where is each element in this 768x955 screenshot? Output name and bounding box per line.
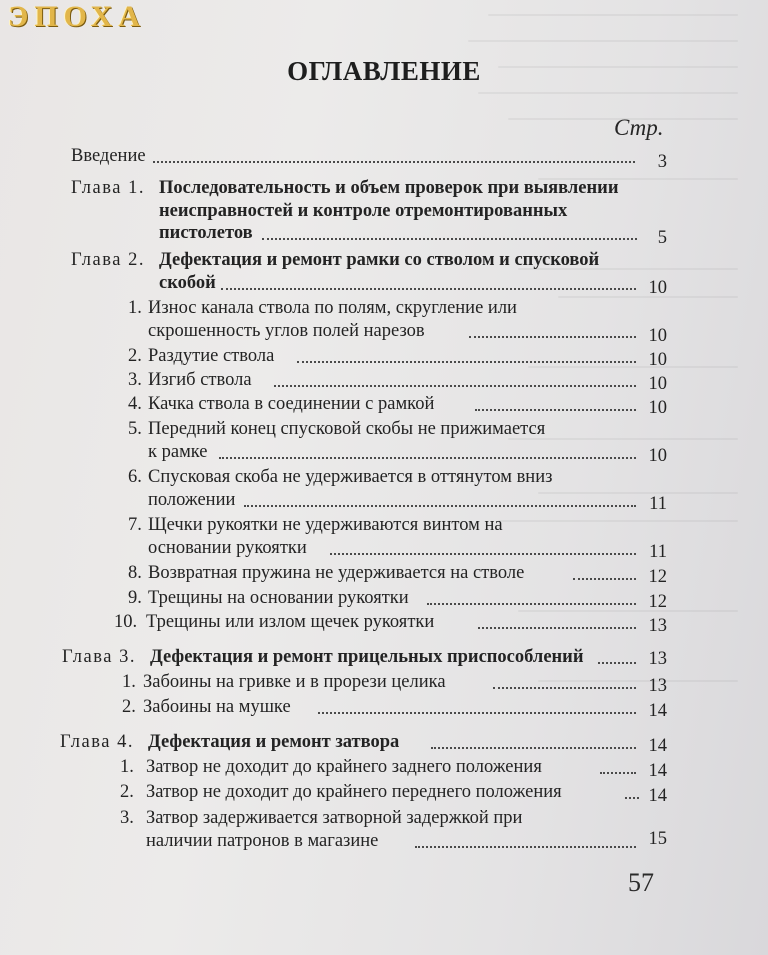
leader-dots (221, 288, 636, 290)
toc-item-number: 2. (128, 346, 142, 366)
chapter2-prefix: Глава 2. (71, 250, 145, 270)
chapter1-title-line3: пистолетов (159, 223, 253, 243)
toc-item-line1: Качка ствола в соединении с рамкой (148, 394, 435, 414)
toc-item-line2: наличии патронов в магазине (146, 831, 379, 851)
leader-dots (219, 457, 636, 459)
toc-item-line1: Спусковая скоба не удерживается в оттянутом вниз (148, 467, 553, 487)
chapter4-page: 14 (648, 736, 667, 756)
toc-item-page: 10 (648, 446, 667, 466)
toc-item-number: 1. (128, 298, 142, 318)
toc-item-number: 5. (128, 419, 142, 439)
toc-item-number: 1. (122, 672, 136, 692)
toc-item-line1: Раздутие ствола (148, 346, 275, 366)
chapter2-page: 10 (648, 278, 667, 298)
toc-item-page: 12 (648, 567, 667, 587)
chapter1-title-line2: неисправностей и контроле отремонтированных (159, 201, 568, 221)
toc-item-page: 10 (648, 398, 667, 418)
toc-item-page: 14 (648, 761, 667, 781)
toc-item-line1: Возвратная пружина не удерживается на стволе (148, 563, 525, 583)
toc-item-line1: Трещины на основании рукоятки (148, 588, 409, 608)
leader-dots (297, 361, 636, 363)
leader-dots (431, 747, 636, 749)
page-title: ОГЛАВЛЕНИЕ (287, 56, 481, 86)
leader-dots (318, 712, 636, 714)
chapter3-prefix: Глава 3. (62, 647, 136, 667)
toc-item-page: 14 (648, 786, 667, 806)
leader-dots (262, 238, 637, 240)
chapter1-page: 5 (657, 228, 667, 248)
page-column-header: Стр. (614, 115, 664, 140)
toc-item-page: 10 (648, 326, 667, 346)
toc-item-number: 4. (128, 394, 142, 414)
watermark-logo: ЭПОХА (8, 0, 147, 33)
toc-item-page: 11 (649, 494, 667, 514)
toc-item-line1: Затвор задерживается затворной задержкой при (146, 808, 523, 828)
leader-dots (478, 627, 636, 629)
leader-dots (274, 385, 636, 387)
toc-item-number: 2. (122, 697, 136, 717)
toc-item-line1: Щечки рукоятки не удерживаются винтом на (148, 515, 503, 535)
toc-item-number: 10. (114, 612, 138, 632)
leader-dots (469, 336, 636, 338)
leader-dots (475, 409, 636, 411)
chapter4-title-line1: Дефектация и ремонт затвора (148, 732, 400, 752)
toc-item-page: 11 (649, 542, 667, 562)
chapter1-prefix: Глава 1. (71, 178, 145, 198)
toc-item-number: 1. (120, 757, 134, 777)
toc-item-number: 3. (120, 808, 134, 828)
leader-dots (427, 603, 636, 605)
toc-item-number: 2. (120, 782, 134, 802)
toc-item-line1: Затвор не доходит до крайнего заднего положения (146, 757, 542, 777)
toc-item-line1: Затвор не доходит до крайнего переднего положения (146, 782, 562, 802)
toc-item-line2: к рамке (148, 442, 208, 462)
toc-item-line2: скрошенность углов полей нарезов (148, 321, 425, 341)
intro-label: Введение (71, 146, 146, 166)
toc-item-line1: Трещины или излом щечек рукоятки (146, 612, 435, 632)
toc-item-page: 10 (648, 374, 667, 394)
chapter4-prefix: Глава 4. (60, 732, 134, 752)
toc-item-number: 3. (128, 370, 142, 390)
intro-page: 3 (657, 152, 667, 172)
toc-item-line1: Износ канала ствола по полям, скругление или (148, 298, 517, 318)
toc-item-number: 9. (128, 588, 142, 608)
leader-dots (330, 553, 636, 555)
chapter3-title-line1: Дефектация и ремонт прицельных приспособлений (150, 647, 584, 667)
toc-item-number: 6. (128, 467, 142, 487)
chapter1-title-line1: Последовательность и объем проверок при выявлении (159, 178, 619, 198)
chapter2-title-line1: Дефектация и ремонт рамки со стволом и спусковой (159, 250, 600, 270)
toc-item-number: 8. (128, 563, 142, 583)
toc-item-page: 15 (648, 829, 667, 849)
toc-item-page: 10 (648, 350, 667, 370)
toc-item-page: 14 (648, 701, 667, 721)
toc-item-line1: Забоины на мушке (143, 697, 291, 717)
toc-item-page: 13 (648, 616, 667, 636)
toc-item-line1: Передний конец спусковой скобы не прижимается (148, 419, 546, 439)
toc-item-page: 13 (648, 676, 667, 696)
chapter3-page: 13 (648, 649, 667, 669)
toc-item-number: 7. (128, 515, 142, 535)
page-number: 57 (628, 868, 654, 897)
toc-item-line2: положении (148, 490, 236, 510)
leader-dots (153, 161, 635, 163)
toc-item-line1: Изгиб ствола (148, 370, 252, 390)
chapter2-title-line2: скобой (159, 273, 216, 293)
toc-item-line2: основании рукоятки (148, 538, 307, 558)
toc-item-page: 12 (648, 592, 667, 612)
leader-dots (493, 687, 636, 689)
leader-dots (415, 846, 636, 848)
leader-dots (244, 505, 636, 507)
toc-item-line1: Забоины на гривке и в прорези целика (143, 672, 446, 692)
